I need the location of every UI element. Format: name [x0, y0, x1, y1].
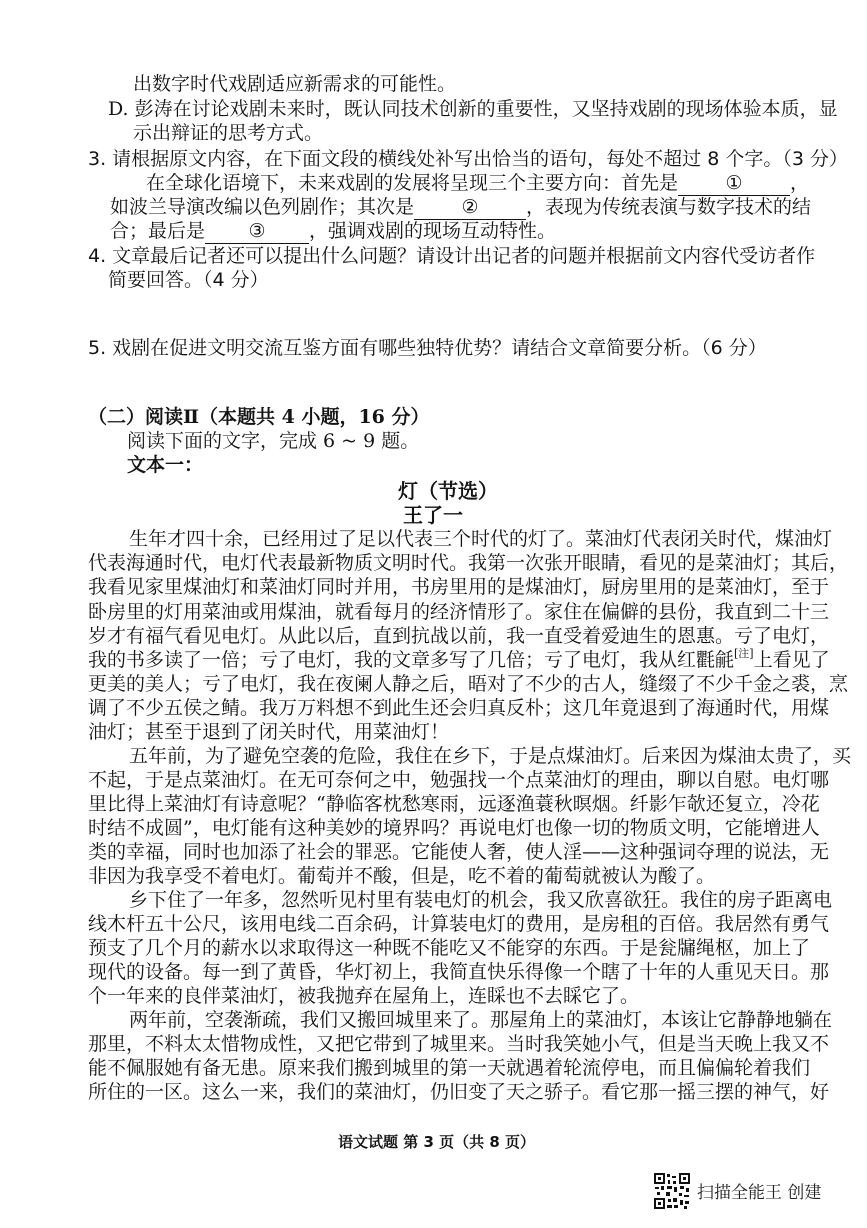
q4-line-1: 4. 文章最后记者还可以提出什么问题？请设计出记者的问题并根据前文内容代受访者作: [88, 245, 816, 267]
article-line: 能不佩服她有备无患。原来我们搬到城里的第一天就遇着轮流停电，而且偏偏轮着我们: [88, 1057, 811, 1079]
q3-text-3: 如波兰导演改编以色列剧作；其次是: [110, 196, 415, 218]
section-2-heading: （二）阅读Ⅱ（本题共 4 小题，16 分）: [88, 406, 430, 428]
q3-paragraph-line-1: [146, 171, 809, 196]
q2-option-d-line-2: 示出辩证的思考方式。: [133, 122, 324, 144]
q3-text-5: 合；最后是: [110, 220, 206, 242]
article-line: 那里，不料太太惜物成性，又把它带到了城里来。当时我笑她小气，但是当天晚上我又不: [88, 1033, 830, 1055]
article-line-part: 我的书多读了一倍；亏了电灯，我的文章多写了几倍；亏了电灯，我从红氍毹: [88, 649, 735, 671]
text-one-label: 文本一：: [127, 454, 204, 476]
article-line: 所住的一区。这么一来，我们的菜油灯，仍旧变了天之骄子。看它那一摇三摆的神气，好: [88, 1081, 830, 1103]
q3-text-2: ，: [790, 172, 810, 194]
article-line-part: 上看见了: [753, 649, 830, 671]
article-line: 不起，于是点菜油灯。在无可奈何之中，勉强找一个点菜油灯的理由，聊以自慰。电灯哪: [88, 769, 830, 791]
q3-paragraph-line-2: [110, 195, 811, 220]
article-line: 类的幸福，同时也加添了社会的罪恶。它能使人奢，使人淫——这种强词夺理的说法，无: [88, 841, 830, 863]
article-line: 线木杆五十公尺，该用电线二百余码，计算装电灯的费用，是房租的百倍。我居然有勇气: [88, 913, 830, 935]
q3-paragraph-line-3: [110, 219, 556, 244]
q4-line-2: 简要回答。（4 分）: [108, 269, 269, 291]
q2-option-d-line-1: D. 彭涛在讨论戏剧未来时，既认同技术创新的重要性，又坚持戏剧的现场体验本质，显: [108, 98, 838, 120]
article-line: 调了不少五侯之鲭。我万万料想不到此生还会归真反朴；这几年竟退到了海通时代，用煤: [88, 697, 830, 719]
q3-blank-3[interactable]: ③: [205, 219, 309, 244]
section-2-instruction: 阅读下面的文字，完成 6 ~ 9 题。: [127, 430, 420, 452]
q3-text-4: ，表现为传统表演与数字技术的结: [526, 196, 812, 218]
article-line: 个一年来的良伴菜油灯，被我抛弃在屋角上，连睬也不去睬它了。: [88, 985, 640, 1007]
article-line: 更美的美人；亏了电灯，我在夜阑人静之后，晤对了不少的古人，缝缀了不少千金之裘，烹: [88, 673, 849, 695]
scanner-watermark-text: 扫描全能王 创建: [697, 1183, 822, 1203]
q3-prompt: 3. 请根据原文内容，在下面文段的横线处补写出恰当的语句，每处不超过 8 个字。（3 分）: [88, 148, 848, 170]
article-line: 我看见家里煤油灯和菜油灯同时并用，书房里用的是煤油灯，厨房里用的是菜油灯，至于: [88, 576, 830, 598]
article-line: 代表海通时代，电灯代表最新物质文明时代。我第一次张开眼睛，看见的是菜油灯；其后，: [88, 552, 849, 574]
article-line-with-note: [88, 648, 830, 672]
q3-blank-2[interactable]: ②: [414, 195, 526, 220]
article-line: 卧房里的灯用菜油或用煤油，就看每月的经济情形了。家住在偏僻的县份，我直到二十三: [88, 601, 830, 623]
article-line: 生年才四十余，已经用过了足以代表三个时代的灯了。菜油灯代表闭关时代，煤油灯: [129, 528, 833, 550]
article-line: 乡下住了一年多，忽然听见村里有装电灯的机会，我又欣喜欲狂。我住的房子距离电: [129, 889, 833, 911]
article-line: 现代的设备。每一到了黄昏，华灯初上，我简直快乐得像一个瞎了十年的人重见天日。那: [88, 961, 830, 983]
q3-blank-1[interactable]: ①: [678, 171, 790, 196]
article-line: 里比得上菜油灯有诗意呢？“静临客枕愁寒雨，远逐渔蓑秋暝烟。纤影乍欹还复立，冷花: [88, 793, 820, 815]
q3-text-6: ，强调戏剧的现场互动特性。: [309, 220, 557, 242]
article-title: 灯（节选）: [398, 479, 498, 503]
q3-text-1: 在全球化语境下，未来戏剧的发展将呈现三个主要方向：首先是: [146, 172, 679, 194]
note-marker: [注]: [734, 647, 754, 660]
article-line: 非因为我享受不着电灯。葡萄并不酸，但是，吃不着的葡萄就被认为酸了。: [88, 865, 716, 887]
article-line: 五年前，为了避免空袭的危险，我住在乡下，于是点煤油灯。后来因为煤油太贵了，买: [129, 745, 852, 767]
article-author: 王了一: [403, 503, 463, 527]
article-line: 两年前，空袭渐疏，我们又搬回城里来了。那屋角上的菜油灯，本该让它静静地躺在: [129, 1009, 833, 1031]
page-footer: 语文试题 第 3 页（共 8 页）: [338, 1133, 535, 1151]
qr-code-icon: [653, 1172, 691, 1210]
article-line: 油灯；甚至于退到了闭关时代，用菜油灯！: [88, 721, 450, 743]
article-line: 预支了几个月的薪水以求取得这一种既不能吃又不能穿的东西。于是瓮牖绳枢，加上了: [88, 937, 811, 959]
q2-line-1: 出数字时代戏剧适应新需求的可能性。: [133, 73, 457, 95]
q5-line-1: 5. 戏剧在促进文明交流互鉴方面有哪些独特优势？请结合文章简要分析。（6 分）: [88, 337, 767, 359]
article-line: 时结不成圆”，电灯能有这种美妙的境界吗？再说电灯也像一切的物质文明，它能增进人: [88, 817, 820, 839]
article-line: 岁才有福气看见电灯。从此以后，直到抗战以前，我一直受着爱迪生的恩惠。亏了电灯，: [88, 625, 830, 647]
